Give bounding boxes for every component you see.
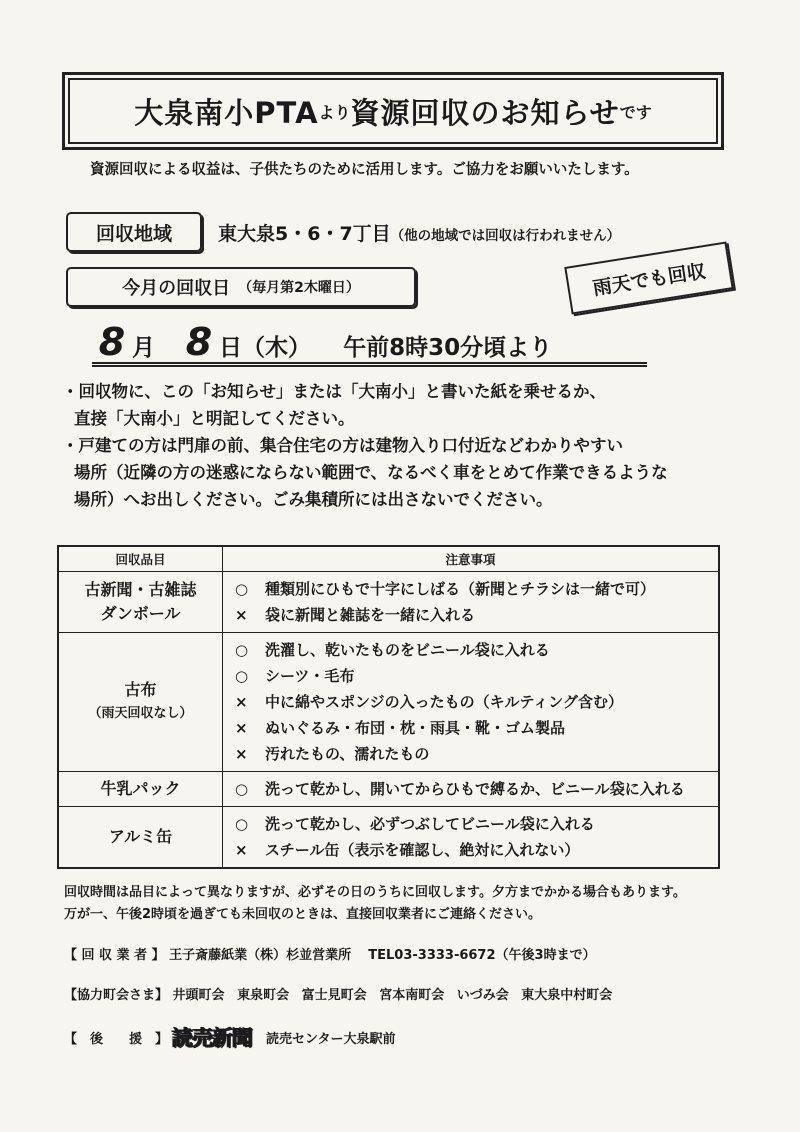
vendor-tel: TEL03-3333-6672（午後3時まで） [368, 948, 596, 963]
title-small-1: より [318, 102, 351, 122]
list-item [235, 715, 708, 741]
category-cell [58, 807, 223, 869]
notes-cell [223, 807, 720, 869]
item-text: 洗濯し、乾いたものをビニール袋に入れる [265, 641, 550, 659]
town-name: 井頭町会 [172, 988, 225, 1003]
instruction-line: ・回収物に、この「お知らせ」または「大南小」と書いた紙を乗せるか、 [62, 382, 607, 401]
list-item [235, 689, 708, 715]
notes-cell [223, 572, 720, 633]
list-item [235, 576, 708, 602]
list-item [235, 837, 708, 863]
category-name: 古新聞・古雑誌 [84, 580, 197, 599]
instruction-line: ・戸建ての方は門扉の前、集合住宅の方は建物入り口付近などわかりやすい [62, 436, 623, 455]
item-text: シーツ・毛布 [265, 667, 355, 685]
mark-symbol: × [235, 693, 248, 711]
area-value-text: 東大泉5・6・7丁目 [218, 223, 391, 245]
category-name: 古布 [124, 680, 157, 699]
intro-text: 資源回収による収益は、子供たちのために活用します。ご協力をお願いいたします。 [90, 162, 639, 178]
category-name: アルミ缶 [108, 827, 173, 846]
date-day: 8 [185, 320, 213, 364]
title-main-2: 資源回収のお知らせ [350, 95, 620, 130]
category-name-2: （雨天回収なし） [88, 706, 193, 721]
area-label: 回収地域 [66, 212, 202, 252]
town-name: 富士見町会 [301, 988, 367, 1003]
time-notice-line: 万が一、午後2時頃を過ぎても未回収のときは、直接回収業者にご連絡ください。 [64, 907, 542, 922]
header-category: 回収品目 [58, 546, 223, 572]
date-month: 8 [98, 320, 126, 364]
rain-stamp: 雨天でも回収 [564, 241, 733, 314]
list-item [235, 741, 708, 767]
time-notice [64, 882, 686, 926]
category-cell [58, 572, 223, 633]
towns-line [64, 984, 612, 1003]
collection-day-note: （毎月第2木曜日） [238, 280, 360, 296]
town-name: いづみ会 [456, 988, 509, 1003]
instruction-line: 場所）へお出しください。ごみ集積所には出さないでください。 [74, 490, 553, 509]
time-notice-line: 回収時間は品目によって異なりますが、必ずその日のうちに回収します。夕方までかかる場合もあります。 [64, 885, 686, 900]
date-day-unit: 日（木） [219, 335, 312, 361]
support-line [64, 1022, 396, 1052]
list-item [235, 811, 708, 837]
item-text: 袋に新聞と雑誌を一緒に入れる [265, 606, 476, 624]
instruction-line: 直接「大南小」と明記してください。 [74, 409, 355, 428]
item-text: 汚れたもの、濡れたもの [265, 745, 430, 763]
date-month-unit: 月 [132, 335, 155, 361]
mark-symbol: × [235, 606, 248, 624]
mark-symbol: × [235, 841, 248, 859]
list-item [235, 602, 708, 628]
collection-day-label-text: 今月の回収日 [122, 278, 231, 299]
vendor-label: 【 回 収 業 者 】 [64, 948, 165, 963]
items-table [57, 545, 720, 869]
mark-symbol: × [235, 745, 248, 763]
support-label: 【 後 援 】 [64, 1031, 169, 1047]
mark-symbol: ○ [235, 815, 249, 833]
title-main-1: 大泉南小PTA [134, 95, 319, 130]
area-note: （他の地域では回収は行われません） [390, 228, 621, 244]
item-text: ぬいぐるみ・布団・枕・雨具・靴・ゴム製品 [265, 719, 566, 737]
vendor-name: 王子斎藤紙業（株）杉並営業所 [169, 948, 352, 963]
town-name: 東大泉中村町会 [521, 988, 613, 1003]
notes-cell [223, 772, 720, 807]
table-row [58, 633, 719, 772]
category-name-2: ダンボール [100, 604, 181, 623]
instructions [62, 378, 742, 513]
category-name: 牛乳パック [100, 779, 181, 798]
item-text: 中に綿やスポンジの入ったもの（キルティング含む） [265, 693, 623, 711]
table-row [58, 807, 719, 869]
yomiuri-logo: 読売新聞 [172, 1025, 253, 1050]
list-item [235, 663, 708, 689]
support-name: 読売センター大泉駅前 [266, 1031, 396, 1047]
mark-symbol: ○ [235, 580, 249, 598]
mark-symbol: × [235, 719, 248, 737]
date-time: 午前8時30分頃より [343, 335, 553, 361]
item-text: スチール缶（表示を確認し、絶対に入れない） [265, 841, 580, 859]
list-item [235, 637, 708, 663]
mark-symbol: ○ [235, 780, 249, 798]
towns-label: 【協力町会さま】 [64, 988, 169, 1003]
category-cell [58, 772, 223, 807]
item-text: 洗って乾かし、開いてからひもで縛るか、ビニール袋に入れる [265, 780, 685, 798]
collection-date [92, 320, 647, 367]
town-name: 宮本南町会 [379, 988, 445, 1003]
list-item [235, 776, 708, 802]
item-text: 種類別にひもで十字にしばる（新聞とチラシは一緒で可） [265, 580, 656, 598]
area-value [218, 219, 620, 246]
collection-day-label [66, 267, 416, 307]
title-small-2: です [619, 102, 652, 122]
town-name: 東泉町会 [237, 988, 290, 1003]
category-cell [58, 633, 223, 772]
instruction-line: 場所（近隣の方の迷惑にならない範囲で、なるべく車をとめて作業できるような [74, 463, 668, 482]
vendor-line [64, 944, 596, 963]
item-text: 洗って乾かし、必ずつぶしてビニール袋に入れる [265, 815, 595, 833]
notes-cell [223, 633, 720, 772]
title-box [62, 72, 724, 150]
table-row [58, 572, 719, 633]
table-row [58, 772, 719, 807]
table-header-row [58, 546, 719, 572]
mark-symbol: ○ [235, 641, 249, 659]
mark-symbol: ○ [235, 667, 249, 685]
header-notes: 注意事項 [223, 546, 720, 572]
